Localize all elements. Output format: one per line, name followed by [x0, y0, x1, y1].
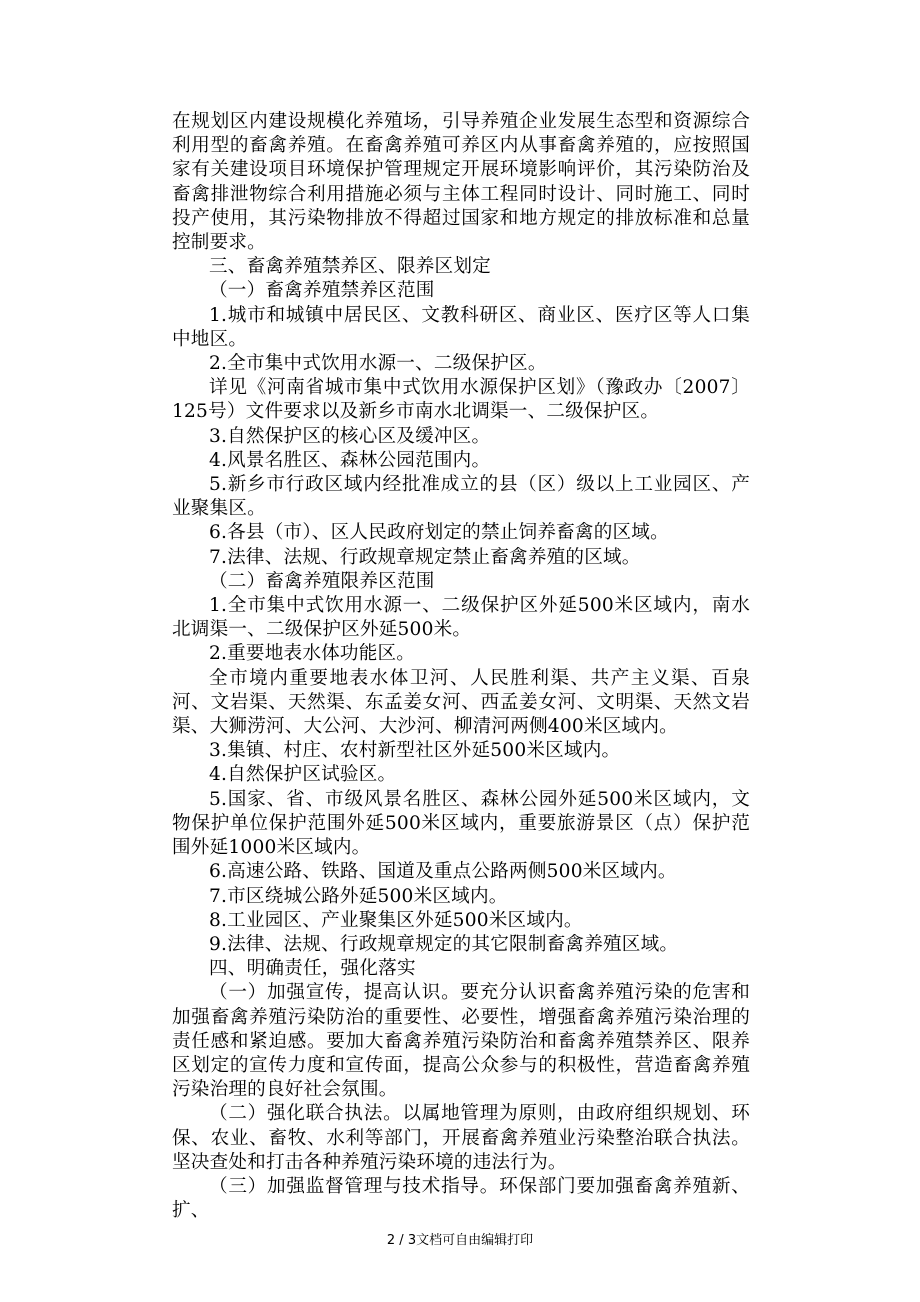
subsection-heading-prohibited: （一）畜禽养殖禁养区范围 — [209, 280, 435, 302]
list-item: 4.自然保护区试验区。 — [209, 764, 397, 786]
list-item: 2.全市集中式饮用水源一、二级保护区。 — [209, 353, 547, 375]
list-item: 6.各县（市）、区人民政府划定的禁止饲养畜禽的区域。 — [209, 522, 669, 544]
list-item: 3.集镇、村庄、农村新型社区外延500米区域内。 — [209, 740, 621, 762]
list-item: 3.自然保护区的核心区及缓冲区。 — [209, 425, 491, 447]
paragraph: （二）强化联合执法。以属地管理为原则，由政府组织规划、环保、农业、畜牧、水利等部门，开展畜禽养殖业污染整治联合执法。坚决查处和打击各种养殖污染环境的违法行为。 — [172, 1103, 750, 1173]
list-item: 9.法律、法规、行政规章规定的其它限制畜禽养殖区域。 — [209, 933, 679, 955]
paragraph: 全市境内重要地表水体卫河、人民胜利渠、共产主义渠、百泉河、文岩渠、天然渠、东孟姜女河、西孟姜女河、文明渠、天然文岩渠、大狮涝河、大公河、大沙河、柳清河两侧400米区域内。 — [172, 667, 750, 738]
paragraph: （一）加强宣传，提高认识。要充分认识畜禽养殖污染的危害和加强畜禽养殖污染防治的重要性、必要性，增强畜禽养殖污染治理的责任感和紧迫感。要加大畜禽养殖污染防治和畜禽养殖禁养区、限养区划定的宣传力度和宣传面，提高公众参与的积极性，营造畜禽养殖污染治理的良好社会氛围。 — [172, 982, 750, 1101]
list-item: 6.高速公路、铁路、国道及重点公路两侧500米区域内。 — [209, 861, 677, 883]
list-item: 7.市区绕城公路外延500米区域内。 — [209, 885, 508, 907]
paragraph: 详见《河南省城市集中式饮用水源保护区划》（豫政办〔2007〕125号）文件要求以及新乡市南水北调渠一、二级保护区。 — [172, 377, 750, 423]
list-item: 5.国家、省、市级风景名胜区、森林公园外延500米区域内，文物保护单位保护范围外延500米区域内，重要旅游景区（点）保护范围外延1000米区域内。 — [172, 788, 750, 859]
paragraph-continuation: 在规划区内建设规模化养殖场，引导养殖企业发展生态型和资源综合利用型的畜禽养殖。在畜禽养殖可养区内从事畜禽养殖的，应按照国家有关建设项目环境保护管理规定开展环境影响评价，其污染防治及畜禽排泄物综合利用措施必须与主体工程同时设计、同时施工、同时投产使用，其污染物排放不得超过国家和地方规定的排放标准和总量控制要求。 — [172, 111, 750, 254]
list-item: 4.风景名胜区、森林公园范围内。 — [209, 449, 491, 471]
list-item: 7.法律、法规、行政规章规定禁止畜禽养殖的区域。 — [209, 546, 641, 568]
page-footer: 2 / 3文档可自由编辑打印 — [386, 1233, 534, 1248]
list-item: 1.全市集中式饮用水源一、二级保护区外延500米区域内，南水北调渠一、二级保护区外延500米。 — [172, 595, 750, 641]
document-body — [172, 110, 750, 1223]
paragraph: （三）加强监督管理与技术指导。环保部门要加强畜禽养殖新、扩、 — [172, 1175, 750, 1222]
subsection-heading-restricted: （二）畜禽养殖限养区范围 — [209, 570, 435, 592]
list-item: 2.重要地表水体功能区。 — [209, 643, 416, 665]
section-heading-4: 四、明确责任，强化落实 — [209, 958, 416, 980]
list-item: 5.新乡市行政区域内经批准成立的县（区）级以上工业园区、产业聚集区。 — [172, 474, 750, 520]
list-item: 8.工业园区、产业聚集区外延500米区域内。 — [209, 909, 583, 931]
list-item: 1.城市和城镇中居民区、文教科研区、商业区、医疗区等人口集中地区。 — [172, 304, 750, 350]
section-heading-3: 三、畜禽养殖禁养区、限养区划定 — [209, 256, 491, 278]
